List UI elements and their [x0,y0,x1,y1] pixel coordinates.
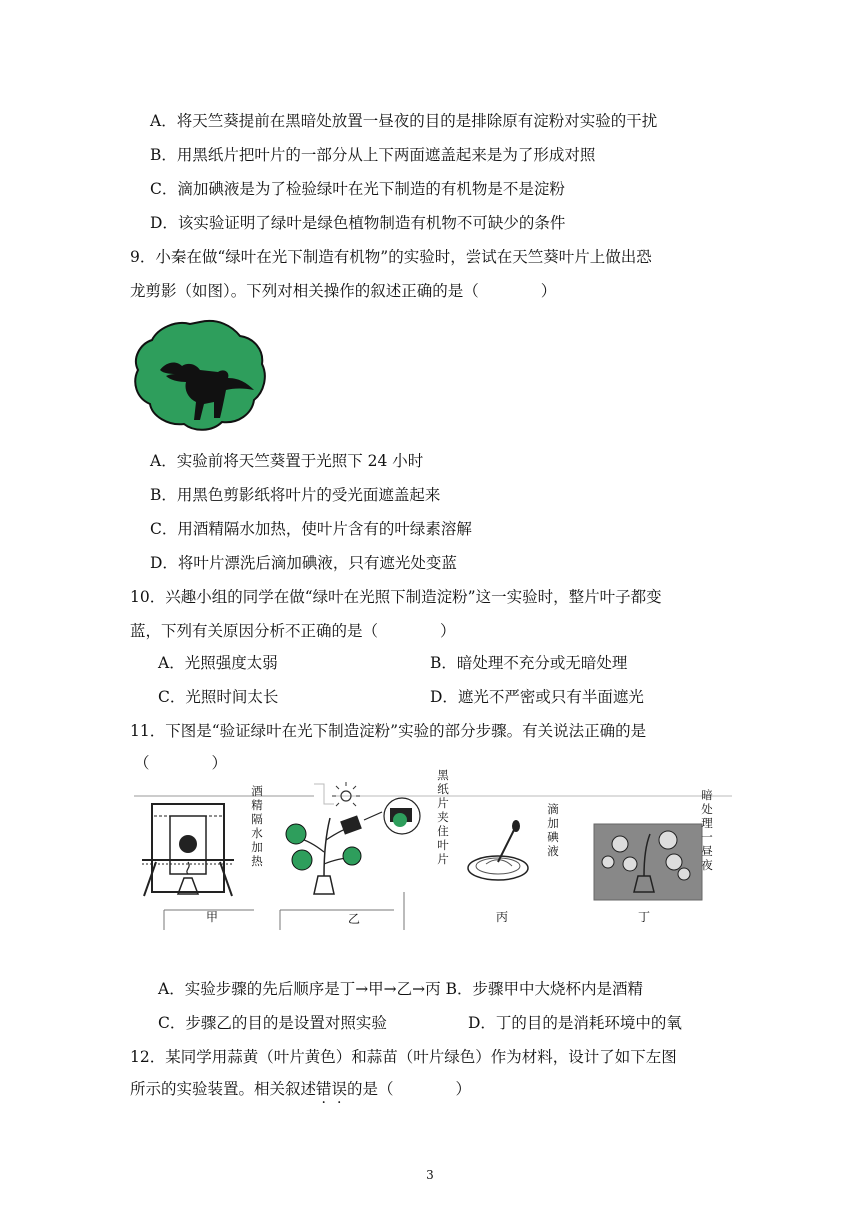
label-jia-alcohol-bath: 酒精隔水加热 [251,784,263,868]
label-bing-iodine: 滴加碘液 [547,802,559,858]
caption-jia: 甲 [206,910,219,924]
q9-option-a: A．实验前将天竺葵置于光照下 24 小时 [150,452,424,470]
q12-stem-post: 的是（ ） [347,1080,472,1098]
q9-option-d: D．将叶片漂洗后滴加碘液，只有遮光处变蓝 [150,554,457,572]
q11-option-ab: A．实验步骤的先后顺序是丁→甲→乙→丙 B．步骤甲中大烧杯内是酒精 [158,980,643,998]
label-yi-black-paper: 黑纸片夹住叶片 [437,768,449,866]
q12-emphasis-char-1: 错 [316,1080,332,1098]
q11-stem-line1: 11．下图是“验证绿叶在光下制造淀粉”实验的部分步骤。有关说法正确的是 [130,722,647,740]
q9-option-b: B．用黑色剪影纸将叶片的受光面遮盖起来 [150,486,441,504]
q9-stem-line1: 9．小秦在做“绿叶在光下制造有机物”的实验时，尝试在天竺葵叶片上做出恐 [130,248,652,266]
q8-option-b: B．用黑纸片把叶片的一部分从上下两面遮盖起来是为了形成对照 [150,146,596,164]
q8-option-d: D．该实验证明了绿叶是绿色植物制造有机物不可缺少的条件 [150,214,566,232]
caption-bing: 丙 [496,910,509,924]
q9-stem-line2: 龙剪影（如图）。下列对相关操作的叙述正确的是（ ） [130,282,557,300]
q12-stem-line1: 12．某同学用蒜黄（叶片黄色）和蒜苗（叶片绿色）作为材料，设计了如下左图 [130,1048,677,1066]
q11-option-d: D．丁的目的是消耗环境中的氧 [468,1014,682,1032]
page-number: 3 [426,1168,434,1182]
q10-stem-line2: 蓝，下列有关原因分析不正确的是（ ） [130,622,456,640]
q10-option-b: B．暗处理不充分或无暗处理 [430,654,628,672]
q10-option-a: A．光照强度太弱 [158,654,278,672]
dinosaur-leaf-figure [130,316,270,436]
caption-ding: 丁 [638,910,651,924]
q12-stem-line2 [130,1078,471,1100]
q11-stem-line2: （ ） [134,754,228,772]
caption-yi: 乙 [348,912,361,926]
q10-option-d: D．遮光不严密或只有半面遮光 [430,688,644,706]
q11-option-c: C．步骤乙的目的是设置对照实验 [158,1014,387,1032]
label-ding-dark-treatment: 暗处理一昼夜 [701,788,713,872]
q10-option-c: C．光照时间太长 [158,688,279,706]
q12-emphasis-char-2: 误 [331,1080,348,1098]
q8-option-c: C．滴加碘液是为了检验绿叶在光下制造的有机物是不是淀粉 [150,180,565,198]
q8-option-a: A．将天竺葵提前在黑暗处放置一昼夜的目的是排除原有淀粉对实验的干扰 [150,112,658,130]
q10-stem-line1: 10．兴趣小组的同学在做“绿叶在光照下制造淀粉”这一实验时，整片叶子都变 [130,588,662,606]
q12-stem-pre: 所示的实验装置。相关叙述 [130,1080,317,1098]
experiment-steps-figure [134,768,732,932]
q9-option-c: C．用酒精隔水加热，使叶片含有的叶绿素溶解 [150,520,472,538]
